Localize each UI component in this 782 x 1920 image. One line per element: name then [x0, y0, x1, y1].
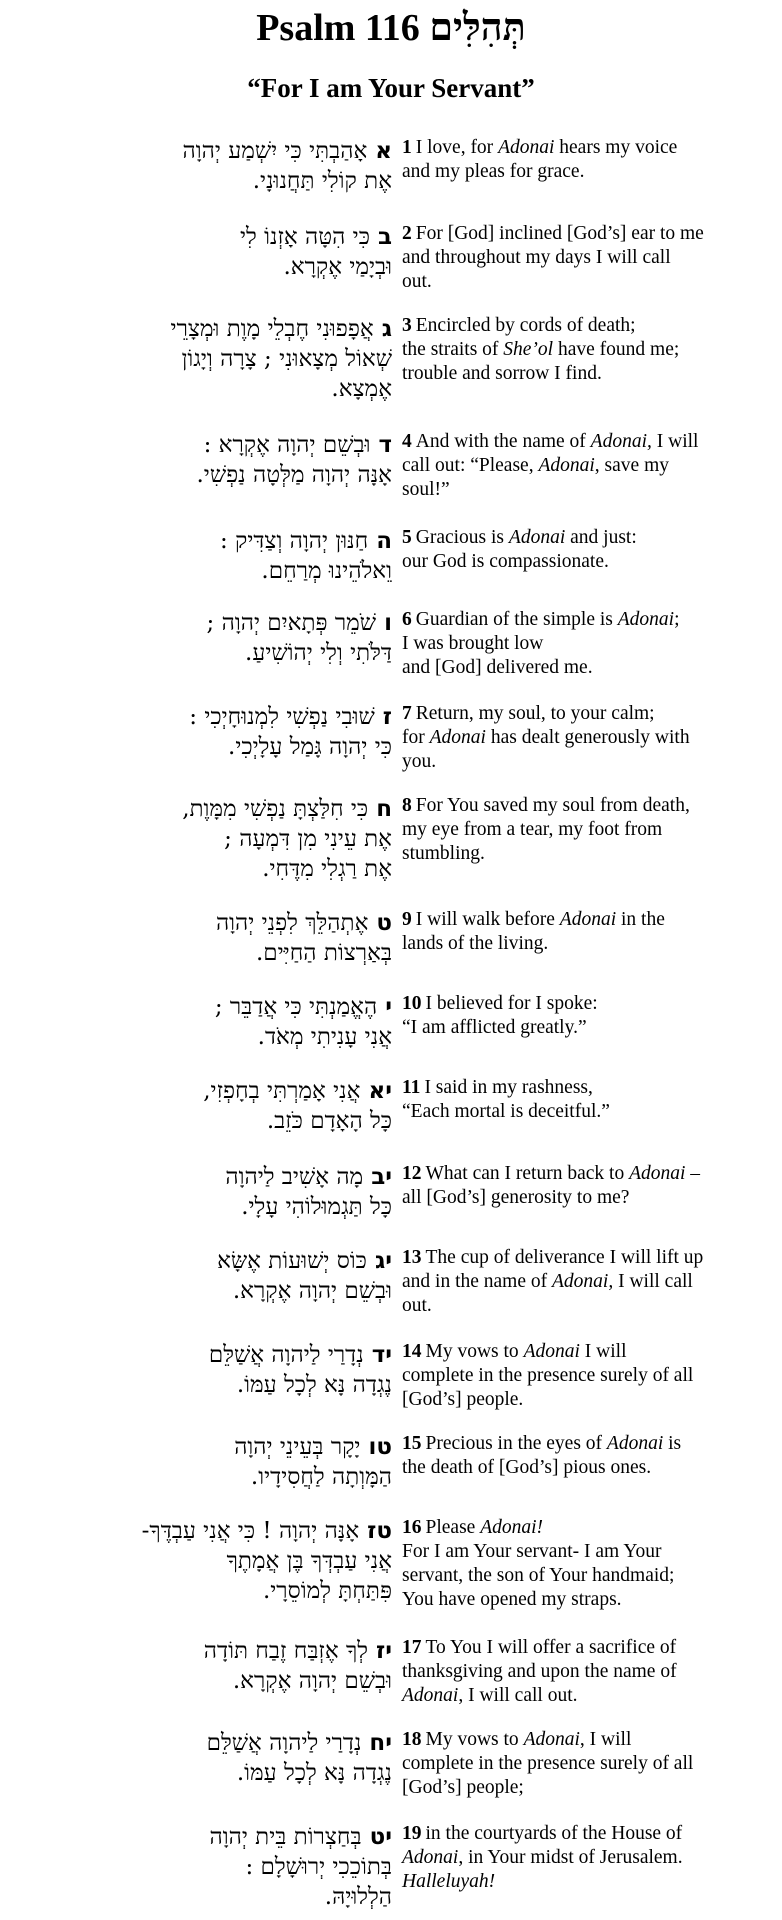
- verse-english: [402, 430, 774, 502]
- verse-english: [402, 1246, 774, 1318]
- verse-english-line: 8 For You saved my soul from death,: [402, 795, 690, 816]
- verse-english: [402, 794, 774, 866]
- verse-english-line: you.: [402, 751, 437, 772]
- verse-english-line: 18 My vows to Adonai, I will: [402, 1729, 632, 1750]
- verse-hebrew: [18, 1516, 392, 1606]
- page-title: [0, 6, 782, 50]
- verse-hebrew-line: אֲנִי עָנִיתִי מְאֹד.: [257, 1024, 392, 1050]
- verse-hebrew-line: אֶת עֵינִי מִן דִּמְעָה ;: [224, 826, 392, 852]
- verse-number: 19: [402, 1823, 422, 1844]
- verse-english-line: You have opened my straps.: [402, 1589, 622, 1610]
- verse-english-line: 10 I believed for I spoke:: [402, 993, 598, 1014]
- verse-english: [402, 1636, 774, 1708]
- verse-english-line: my eye from a tear, my foot from: [402, 819, 663, 840]
- verse-english-line: servant, the son of Your handmaid;: [402, 1565, 675, 1586]
- verse-letter: ב: [377, 224, 392, 250]
- verse-hebrew: [18, 1076, 392, 1136]
- verse-english: [402, 1076, 774, 1124]
- verse-english: [402, 908, 774, 956]
- verse-hebrew-line: שְׁאוֹל מְצָאוּנִי ; צָרָה וְיָגוֹן: [181, 346, 392, 372]
- verse-number: 16: [402, 1517, 422, 1538]
- verse-english-line: 7 Return, my soul, to your calm;: [402, 703, 655, 724]
- verse-letter: יג: [374, 1248, 392, 1274]
- verse-hebrew: [18, 136, 392, 196]
- verse-english-line: 19 in the courtyards of the House of: [402, 1823, 683, 1844]
- verse-number: 8: [402, 795, 412, 816]
- page-subtitle: “For I am Your Servant”: [247, 73, 535, 103]
- verse-english-line: 13 The cup of deliverance I will lift up: [402, 1247, 704, 1268]
- verse-letter: ז: [382, 704, 392, 730]
- verse-number: 11: [402, 1077, 421, 1098]
- verse-hebrew-line: כָּל הָאָדָם כֹּזֵב.: [266, 1108, 392, 1134]
- verse-hebrew-line: הַלְלוּיָהּ.: [324, 1884, 392, 1910]
- verse-hebrew-line: יהֶאֱמַנְתִּי כִּי אֲדַבֵּר ;: [214, 994, 392, 1020]
- verse-hebrew-line: כִּי יְהוָה גָּמַל עָלָיְכִי.: [228, 734, 392, 760]
- verse-number: 17: [402, 1637, 422, 1658]
- verse-hebrew-line: אֶת רַגְלִי מִדֶּחִי.: [262, 856, 392, 882]
- verse-english: [402, 1728, 774, 1800]
- verse-hebrew-line: ידנְדָרַי לַיהוָה אֲשַׁלֵּם: [208, 1342, 392, 1368]
- verse-letter: ד: [378, 432, 392, 458]
- verse-number: 18: [402, 1729, 422, 1750]
- verse-letter: יט: [369, 1824, 392, 1850]
- verse-hebrew-line: יאאֲנִי אָמַרְתִּי בְחָפְזִי,: [203, 1078, 392, 1104]
- verse-letter: יא: [368, 1078, 392, 1104]
- verse-english-line: 6 Guardian of the simple is Adonai;: [402, 609, 680, 630]
- verse-hebrew-line: אֲנִי עַבְדְּךָ בֶּן אֲמָתֶךָ: [226, 1548, 392, 1574]
- verse-hebrew: [18, 1340, 392, 1400]
- verse-hebrew-line: ושֹׁמֵר פְּתָאיִם יְהוָה ;: [206, 610, 392, 636]
- verse-english-line: stumbling.: [402, 843, 485, 864]
- verse-english: [402, 1516, 774, 1612]
- verse-english-line: the death of [God’s] pious ones.: [402, 1457, 652, 1478]
- verse-hebrew-line: בכִּי הִטָּה אָזְנוֹ לִי: [240, 224, 392, 250]
- verse-letter: ג: [381, 316, 392, 342]
- verse-hebrew-line: וּבְשֵׁם יְהוָה אֶקְרָא.: [232, 1668, 392, 1694]
- verse-number: 12: [402, 1163, 422, 1184]
- verse-english: [402, 702, 774, 774]
- verse-letter: ט: [376, 910, 392, 936]
- verse-number: 5: [402, 527, 412, 548]
- verse-english-line: 5 Gracious is Adonai and just:: [402, 527, 637, 548]
- verse-hebrew: [18, 908, 392, 968]
- verse-hebrew-line: יטבְּחַצְרוֹת בֵּית יְהוָה: [209, 1824, 392, 1850]
- verse-hebrew-line: הַמָּוְתָה לַחֲסִידָיו.: [250, 1464, 392, 1490]
- verse-english-line: thanksgiving and upon the name of: [402, 1661, 677, 1682]
- verse-english-line: Halleluyah!: [402, 1871, 496, 1892]
- verse-hebrew-line: יזלְךָ אֶזְבַּח זֶבַח תּוֹדָה: [203, 1638, 392, 1664]
- verse-english-line: 2 For [God] inclined [God’s] ear to me: [402, 223, 704, 244]
- verse-english-line: Adonai, I will call out.: [402, 1685, 578, 1706]
- verse-hebrew-line: כָּל תַּגְמוּלוֹהִי עָלָי.: [241, 1194, 392, 1220]
- verse-english-line: lands of the living.: [402, 933, 549, 954]
- verse-english-line: for Adonai has dealt generously with: [402, 727, 690, 748]
- verse-hebrew: [18, 992, 392, 1052]
- verse-english-line: our God is compassionate.: [402, 551, 609, 572]
- verse-number: 14: [402, 1341, 422, 1362]
- verse-hebrew: [18, 608, 392, 668]
- verse-hebrew: [18, 222, 392, 282]
- verse-hebrew: [18, 1636, 392, 1696]
- verse-number: 15: [402, 1433, 422, 1454]
- verse-english-line: 9 I will walk before Adonai in the: [402, 909, 665, 930]
- verse-hebrew-line: יחנְדָרַי לַיהוָה אֲשַׁלֵּם: [206, 1730, 392, 1756]
- verse-letter: יב: [371, 1164, 392, 1190]
- verse-english-line: 12 What can I return back to Adonai –: [402, 1163, 701, 1184]
- verse-english-line: complete in the presence surely of all: [402, 1365, 694, 1386]
- verse-number: 6: [402, 609, 412, 630]
- verse-letter: א: [375, 138, 392, 164]
- verse-hebrew-line: חכִּי חִלַּצְתָּ נַפְשִׁי מִמָּוֶת,: [182, 796, 392, 822]
- verse-english-line: 14 My vows to Adonai I will: [402, 1341, 627, 1362]
- verse-english-line: [God’s] people;: [402, 1777, 524, 1798]
- verse-number: 3: [402, 315, 412, 336]
- verse-hebrew-line: נֶגְדָה נָּא לְכָל עַמּוֹ.: [236, 1372, 392, 1398]
- verse-english-line: “I am afflicted greatly.”: [402, 1017, 587, 1038]
- verse-hebrew-line: בְּאַרְצוֹת הַחַיִּים.: [255, 940, 392, 966]
- verse-letter: טז: [367, 1518, 392, 1544]
- verse-hebrew-line: דוּבְשֵׁם יְהוָה אֶקְרָא :: [203, 432, 392, 458]
- verse-letter: ו: [384, 610, 392, 636]
- verse-english-line: and my pleas for grace.: [402, 161, 585, 182]
- verse-hebrew-line: דַּלֹּתִי וְלִי יְהוֹשִׁיעַ.: [245, 640, 392, 666]
- verse-english-line: and [God] delivered me.: [402, 657, 593, 678]
- verse-english: [402, 1162, 774, 1210]
- verse-hebrew: [18, 1162, 392, 1222]
- verse-english: [402, 136, 774, 184]
- verse-hebrew: [18, 702, 392, 762]
- verse-english-line: 11 I said in my rashness,: [402, 1077, 593, 1098]
- verse-english-line: and throughout my days I will call: [402, 247, 671, 268]
- verse-english-line: 4 And with the name of Adonai, I will: [402, 431, 699, 452]
- verse-english-line: For I am Your servant- I am Your: [402, 1541, 662, 1562]
- verse-english-line: soul!”: [402, 479, 450, 500]
- verse-english-line: I was brought low: [402, 633, 544, 654]
- verse-number: 10: [402, 993, 422, 1014]
- title-english: Psalm 116: [256, 7, 420, 49]
- verse-hebrew-line: וֵאלֹהֵינוּ מְרַחֵם.: [261, 558, 392, 584]
- verse-letter: יד: [371, 1342, 392, 1368]
- verse-hebrew-line: זשׁוּבִי נַפְשִׁי לִמְנוּחָיְכִי :: [189, 704, 392, 730]
- verse-number: 9: [402, 909, 412, 930]
- verse-english: [402, 526, 774, 574]
- verse-hebrew-line: טויָקָר בְּעֵינֵי יְהוָה: [234, 1434, 392, 1460]
- verse-hebrew: [18, 526, 392, 586]
- verse-english-line: out.: [402, 1295, 432, 1316]
- verse-english-line: 15 Precious in the eyes of Adonai is: [402, 1433, 682, 1454]
- verse-number: 2: [402, 223, 412, 244]
- verse-number: 4: [402, 431, 412, 452]
- verse-letter: טו: [368, 1434, 392, 1460]
- verse-letter: י: [385, 994, 392, 1020]
- verse-english: [402, 992, 774, 1040]
- verse-hebrew-line: החַנּוּן יְהוָה וְצַדִּיק :: [219, 528, 392, 554]
- verse-english-line: [God’s] people.: [402, 1389, 524, 1410]
- verse-hebrew-line: גאֲפָפוּנִי חֶבְלֵי מָוֶת וּמְצָרֵי: [170, 316, 392, 342]
- verse-hebrew-line: נֶגְדָה נָּא לְכָל עַמּוֹ.: [236, 1760, 392, 1786]
- verse-english-line: 1 I love, for Adonai hears my voice: [402, 137, 678, 158]
- verse-hebrew-line: אאָהַבְתִּי כִּי יִשְׁמַע יְהוָה: [182, 138, 392, 164]
- verse-english-line: 16 Please Adonai!: [402, 1517, 544, 1538]
- verse-english: [402, 222, 774, 294]
- verse-hebrew-line: וּבְיָמַי אֶקְרָא.: [283, 254, 392, 280]
- verse-hebrew-line: טאֶתְהַלֵּךְ לִפְנֵי יְהוָה: [215, 910, 392, 936]
- verse-hebrew-line: בְּתוֹכֵכִי יְרוּשָׁלָם :: [245, 1854, 392, 1880]
- verse-english-line: 3 Encircled by cords of death;: [402, 315, 636, 336]
- verse-hebrew-line: אֶמְצָא.: [331, 376, 392, 402]
- verse-english: [402, 1822, 774, 1894]
- verse-english-line: out.: [402, 271, 432, 292]
- verse-hebrew-line: יבמָה אָשִׁיב לַיהוָה: [225, 1164, 392, 1190]
- verse-hebrew-line: טזאָנָּה יְהוָה ! כִּי אֲנִי עַבְדֶּךָ-: [141, 1518, 392, 1544]
- verse-english: [402, 314, 774, 386]
- verse-english-line: call out: “Please, Adonai, save my: [402, 455, 669, 476]
- verse-english-line: “Each mortal is deceitful.”: [402, 1101, 610, 1122]
- verse-english-line: all [God’s] generosity to me?: [402, 1187, 630, 1208]
- verse-hebrew: [18, 1728, 392, 1788]
- title-hebrew: תְּהִלִּים: [429, 7, 526, 49]
- verse-english-line: complete in the presence surely of all: [402, 1753, 694, 1774]
- verse-number: 1: [402, 137, 412, 158]
- verse-hebrew: [18, 1246, 392, 1306]
- verse-hebrew-line: פִּתַּחְתָּ לְמוֹסֵרָי.: [262, 1578, 392, 1604]
- verse-number: 13: [402, 1247, 422, 1268]
- verse-english: [402, 608, 774, 680]
- verse-letter: ה: [376, 528, 392, 554]
- verse-hebrew-line: יגכּוֹס יְשׁוּעוֹת אֶשָּׂא: [217, 1248, 392, 1274]
- verse-english: [402, 1432, 774, 1480]
- verse-hebrew: [18, 430, 392, 490]
- verse-hebrew-line: אֶת קוֹלִי תַּחֲנוּנָי.: [252, 168, 392, 194]
- verse-number: 7: [402, 703, 412, 724]
- verse-letter: ח: [376, 796, 392, 822]
- verse-hebrew: [18, 1432, 392, 1492]
- verse-hebrew: [18, 1822, 392, 1912]
- verse-english-line: 17 To You I will offer a sacrifice of: [402, 1637, 677, 1658]
- verse-hebrew-line: אָנָּה יְהוָה מַלְּטָה נַפְשִׁי.: [196, 462, 392, 488]
- verse-hebrew: [18, 794, 392, 884]
- verse-english-line: Adonai, in Your midst of Jerusalem.: [402, 1847, 683, 1868]
- verse-hebrew: [18, 314, 392, 404]
- verse-letter: יז: [376, 1638, 392, 1664]
- verse-english: [402, 1340, 774, 1412]
- verse-english-line: the straits of She’ol have found me;: [402, 339, 680, 360]
- verse-english-line: trouble and sorrow I find.: [402, 363, 602, 384]
- verse-hebrew-line: וּבְשֵׁם יְהוָה אֶקְרָא.: [232, 1278, 392, 1304]
- verse-letter: יח: [369, 1730, 392, 1756]
- verse-english-line: and in the name of Adonai, I will call: [402, 1271, 693, 1292]
